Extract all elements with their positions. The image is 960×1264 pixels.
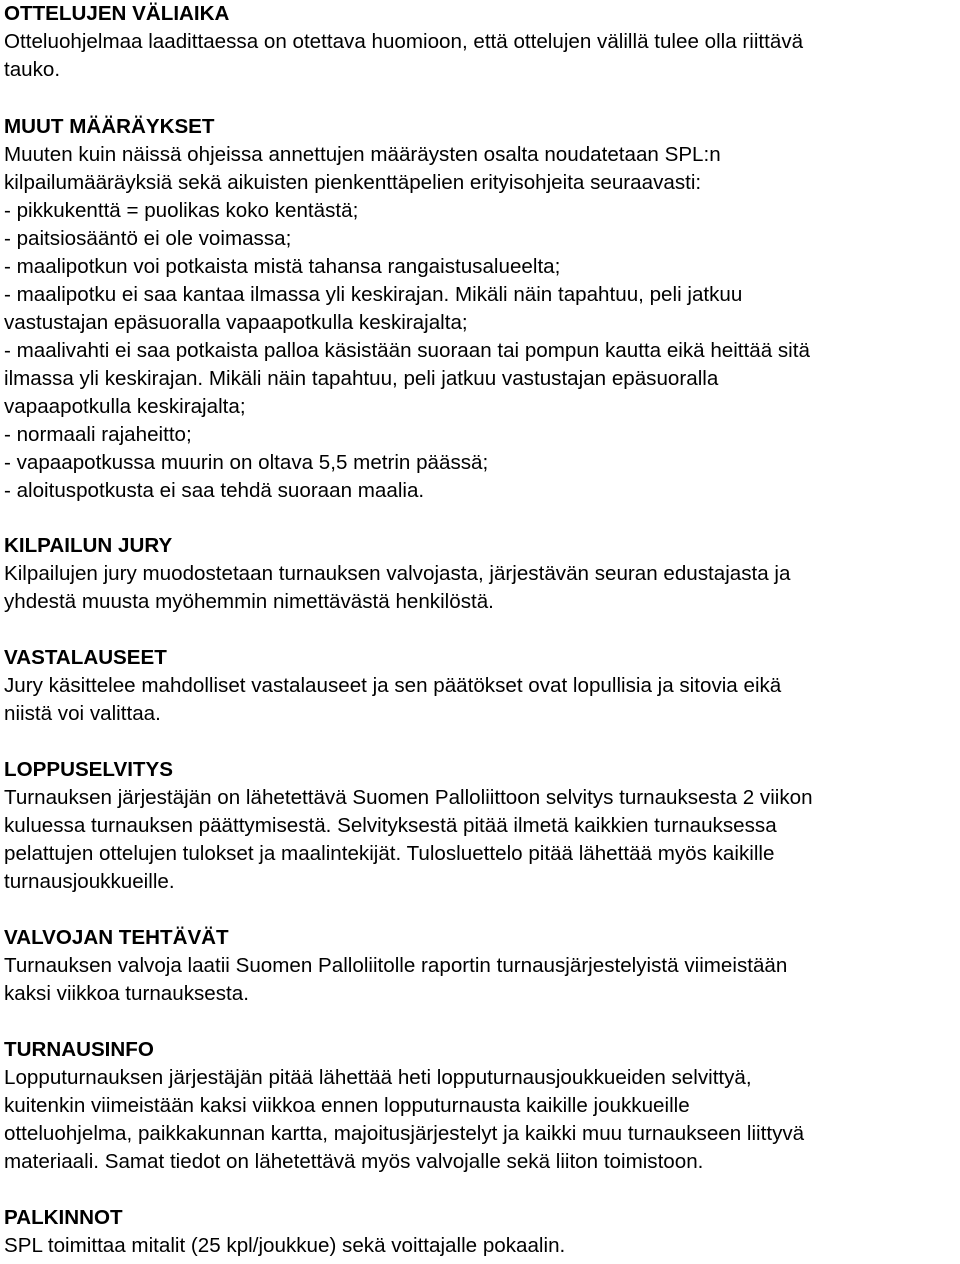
section-heading: KILPAILUN JURY [4, 534, 173, 557]
body-text-line: - normaali rajaheitto; [4, 423, 192, 446]
body-text-line: SPL toimittaa mitalit (25 kpl/joukkue) sekä voittajalle pokaalin. [4, 1234, 566, 1257]
body-text-line: turnausjoukkueille. [4, 870, 175, 893]
body-text-line: kuitenkin viimeistään kaksi viikkoa ennen lopputurnausta kaikille joukkueille [4, 1094, 690, 1117]
body-text-line: Muuten kuin näissä ohjeissa annettujen määräysten osalta noudatetaan SPL:n [4, 143, 721, 166]
body-text-line: otteluohjelma, paikkakunnan kartta, majoitusjärjestelyt ja kaikki muu turnaukseen liittyvä [4, 1122, 805, 1145]
section-heading: TURNAUSINFO [4, 1038, 154, 1061]
body-text-line: vastustajan epäsuoralla vapaapotkulla keskirajalta; [4, 311, 468, 334]
body-text-line: Turnauksen järjestäjän on lähetettävä Suomen Palloliittoon selvitys turnauksesta 2 viikon [4, 786, 813, 809]
section-heading: MUUT MÄÄRÄYKSET [4, 115, 215, 138]
section-heading: VASTALAUSEET [4, 646, 167, 669]
body-text-line: Lopputurnauksen järjestäjän pitää lähettää heti lopputurnausjoukkueiden selvittyä, [4, 1066, 752, 1089]
body-text-line: - pikkukenttä = puolikas koko kentästä; [4, 199, 359, 222]
body-text-line: ilmassa yli keskirajan. Mikäli näin tapahtuu, peli jatkuu vastustajan epäsuoralla [4, 367, 719, 390]
section-heading: VALVOJAN TEHTÄVÄT [4, 926, 229, 949]
section-heading: OTTELUJEN VÄLIAIKA [4, 2, 230, 25]
body-text-line: pelattujen ottelujen tulokset ja maalintekijät. Tulosluettelo pitää lähettää myös kaikille [4, 842, 775, 865]
body-text-line: - paitsiosääntö ei ole voimassa; [4, 227, 292, 250]
body-text-line: Jury käsittelee mahdolliset vastalauseet ja sen päätökset ovat lopullisia ja sitovia eikä [4, 674, 782, 697]
body-text-line: - maalivahti ei saa potkaista palloa käsistään suoraan tai pompun kautta eikä heittää sitä [4, 339, 810, 362]
body-text-line: tauko. [4, 58, 61, 81]
body-text-line: yhdestä muusta myöhemmin nimettävästä henkilöstä. [4, 590, 494, 613]
body-text-line: - maalipotku ei saa kantaa ilmassa yli keskirajan. Mikäli näin tapahtuu, peli jatkuu [4, 283, 743, 306]
body-text-line: kuluessa turnauksen päättymisestä. Selvityksestä pitää ilmetä kaikkien turnauksessa [4, 814, 777, 837]
body-text-line: vapaapotkulla keskirajalta; [4, 395, 246, 418]
body-text-line: - maalipotkun voi potkaista mistä tahansa rangaistusalueelta; [4, 255, 561, 278]
body-text-line: niistä voi valittaa. [4, 702, 161, 725]
body-text-line: - vapaapotkussa muurin on oltava 5,5 metrin päässä; [4, 451, 489, 474]
body-text-line: - aloituspotkusta ei saa tehdä suoraan maalia. [4, 479, 425, 502]
section-heading: PALKINNOT [4, 1206, 123, 1229]
body-text-line: Turnauksen valvoja laatii Suomen Palloliitolle raportin turnausjärjestelyistä viimeistään [4, 954, 788, 977]
body-text-line: Kilpailujen jury muodostetaan turnauksen valvojasta, järjestävän seuran edustajasta ja [4, 562, 791, 585]
section-heading: LOPPUSELVITYS [4, 758, 173, 781]
body-text-line: Otteluohjelmaa laadittaessa on otettava huomioon, että ottelujen välillä tulee olla riittävä [4, 30, 804, 53]
body-text-line: materiaali. Samat tiedot on lähetettävä myös valvojalle sekä liiton toimistoon. [4, 1150, 704, 1173]
body-text-line: kaksi viikkoa turnauksesta. [4, 982, 249, 1005]
body-text-line: kilpailumääräyksiä sekä aikuisten pienkenttäpelien erityisohjeita seuraavasti: [4, 171, 702, 194]
